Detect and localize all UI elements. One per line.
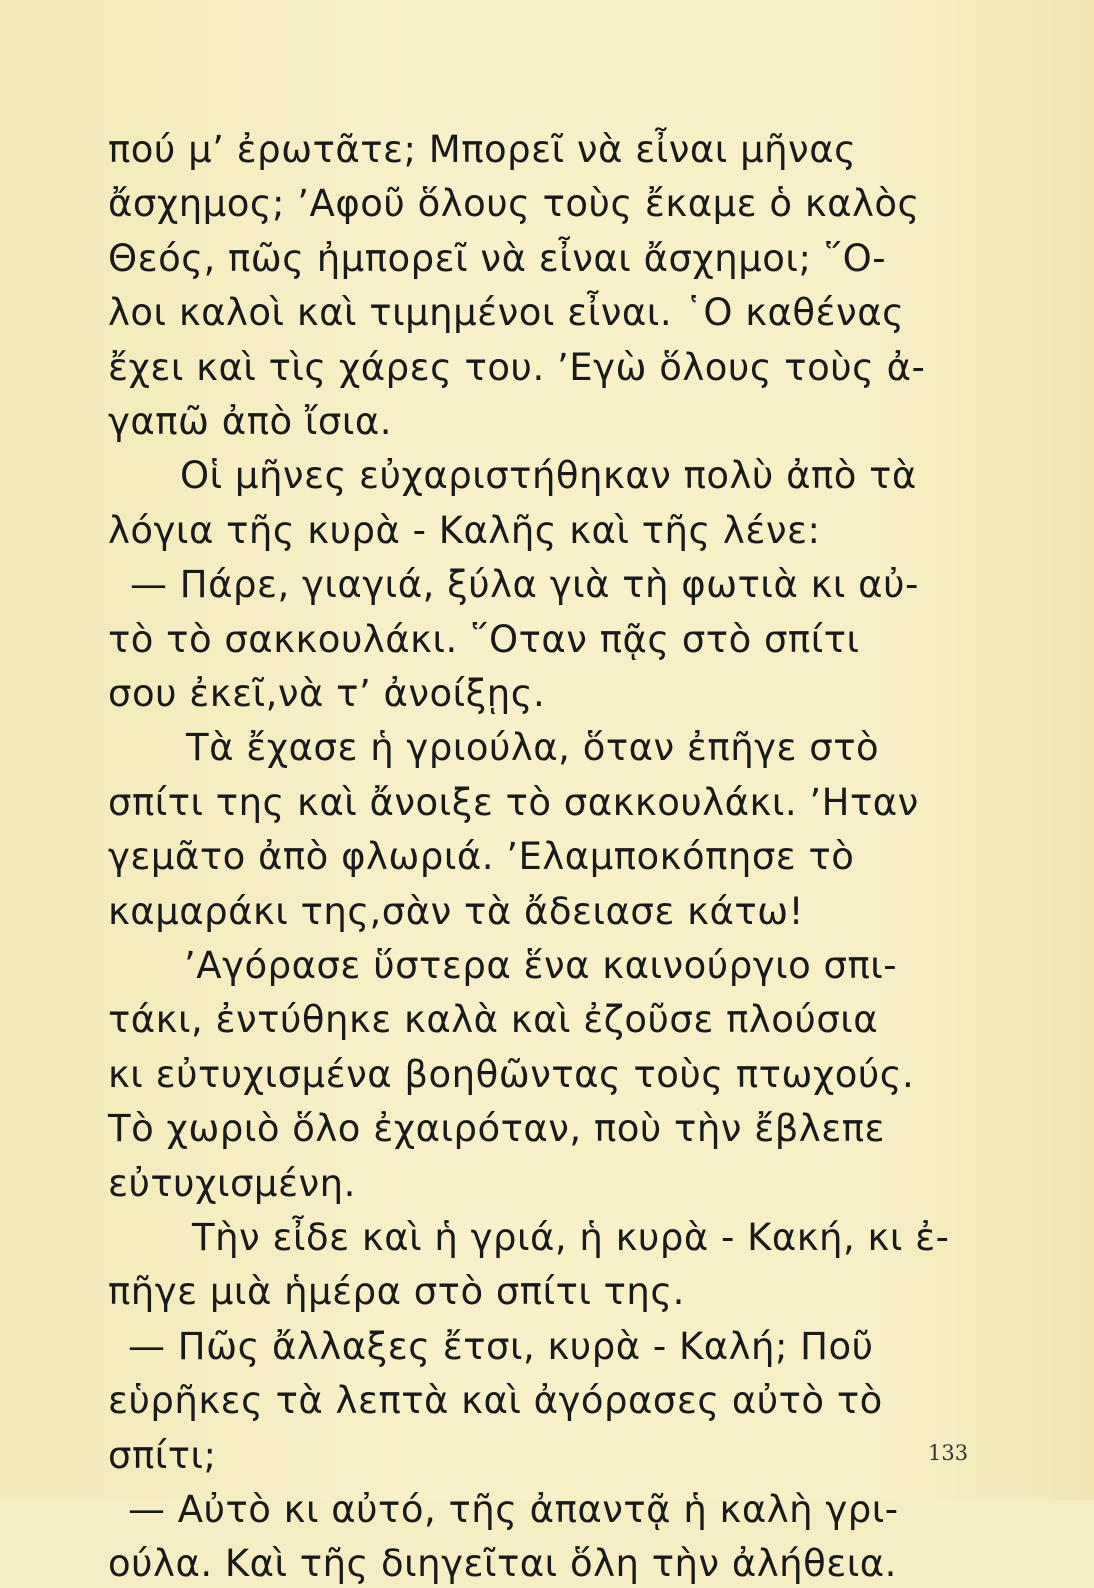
text-line: γεμᾶτο ἀπὸ φλωριά. ’Ελαμποκόπησε τὸ — [108, 835, 855, 878]
text-line: ούλα. Καὶ τῆς διηγεῖται ὅλη τὴν ἀλήθεια. — [108, 1542, 897, 1585]
text-line: γαπῶ ἀπὸ ἴσια. — [108, 400, 393, 443]
text-line: λόγια τῆς κυρὰ - Καλῆς καὶ τῆς λένε: — [108, 509, 821, 552]
text-line: πού μ’ ἐρωτᾶτε; Μπορεῖ νὰ εἶναι μῆνας — [108, 128, 857, 171]
text-line: ἔχει καὶ τὶς χάρες του. ’Εγὼ ὅλους τοὺς ἀ- — [108, 346, 926, 389]
text-line: πῆγε μιὰ ἡμέρα στὸ σπίτι της. — [108, 1270, 685, 1313]
text-line: καμαράκι της,σὰν τὰ ἄδειασε κάτω! — [108, 890, 804, 933]
text-line: ’Αγόρασε ὕστερα ἕνα καινούργιο σπι- — [184, 944, 898, 987]
text-line: Οἱ μῆνες εὐχαριστήθηκαν πολὺ ἀπὸ τὰ — [180, 454, 917, 497]
text-line: λοι καλοὶ καὶ τιμημένοι εἶναι. ῾Ο καθένας — [108, 291, 905, 334]
text-line: κι εὐτυχισμένα βοηθῶντας τοὺς πτωχούς. — [108, 1053, 915, 1096]
text-line: Τὴν εἶδε καὶ ἡ γριά, ἡ κυρὰ - Κακή, κι ἐ- — [192, 1216, 950, 1259]
text-line: — Αὐτὸ κι αὐτό, τῆς ἀπαντᾷ ἡ καλὴ γρι- — [128, 1488, 899, 1531]
text-line: Θεός, πῶς ἠμπορεῖ νὰ εἶναι ἄσχημοι; ῞Ο- — [108, 237, 887, 280]
text-line: σπίτι; — [108, 1434, 217, 1477]
text-line: — Πῶς ἄλλαξες ἔτσι, κυρὰ - Καλή; Ποῦ — [128, 1325, 874, 1368]
page-number: 133 — [928, 1441, 969, 1465]
text-line: τάκι, ἐντύθηκε καλὰ καὶ ἐζοῦσε πλούσια — [108, 998, 879, 1041]
text-line: Τὰ ἔχασε ἡ γριούλα, ὅταν ἐπῆγε στὸ — [186, 726, 880, 769]
text-line: εὑρῆκες τὰ λεπτὰ καὶ ἀγόρασες αὐτὸ τὸ — [108, 1379, 883, 1422]
text-line: — Πάρε, γιαγιά, ξύλα γιὰ τὴ φωτιὰ κι αὐ- — [130, 563, 919, 606]
text-line: σπίτι της καὶ ἄνοιξε τὸ σακκουλάκι. ’Ηταν — [108, 781, 919, 824]
text-line: τὸ τὸ σακκουλάκι. ῞Οταν πᾷς στὸ σπίτι — [108, 618, 860, 661]
text-line: εὐτυχισμένη. — [108, 1162, 356, 1205]
text-line: ἄσχημος; ’Αφοῦ ὅλους τοὺς ἔκαμε ὁ καλὸς — [108, 182, 920, 225]
text-line: Τὸ χωριὸ ὅλο ἐχαιρόταν, ποὺ τὴν ἔβλεπε — [108, 1107, 885, 1150]
text-line: σου ἐκεῖ,νὰ τ’ ἀνοίξῃς. — [108, 672, 546, 715]
